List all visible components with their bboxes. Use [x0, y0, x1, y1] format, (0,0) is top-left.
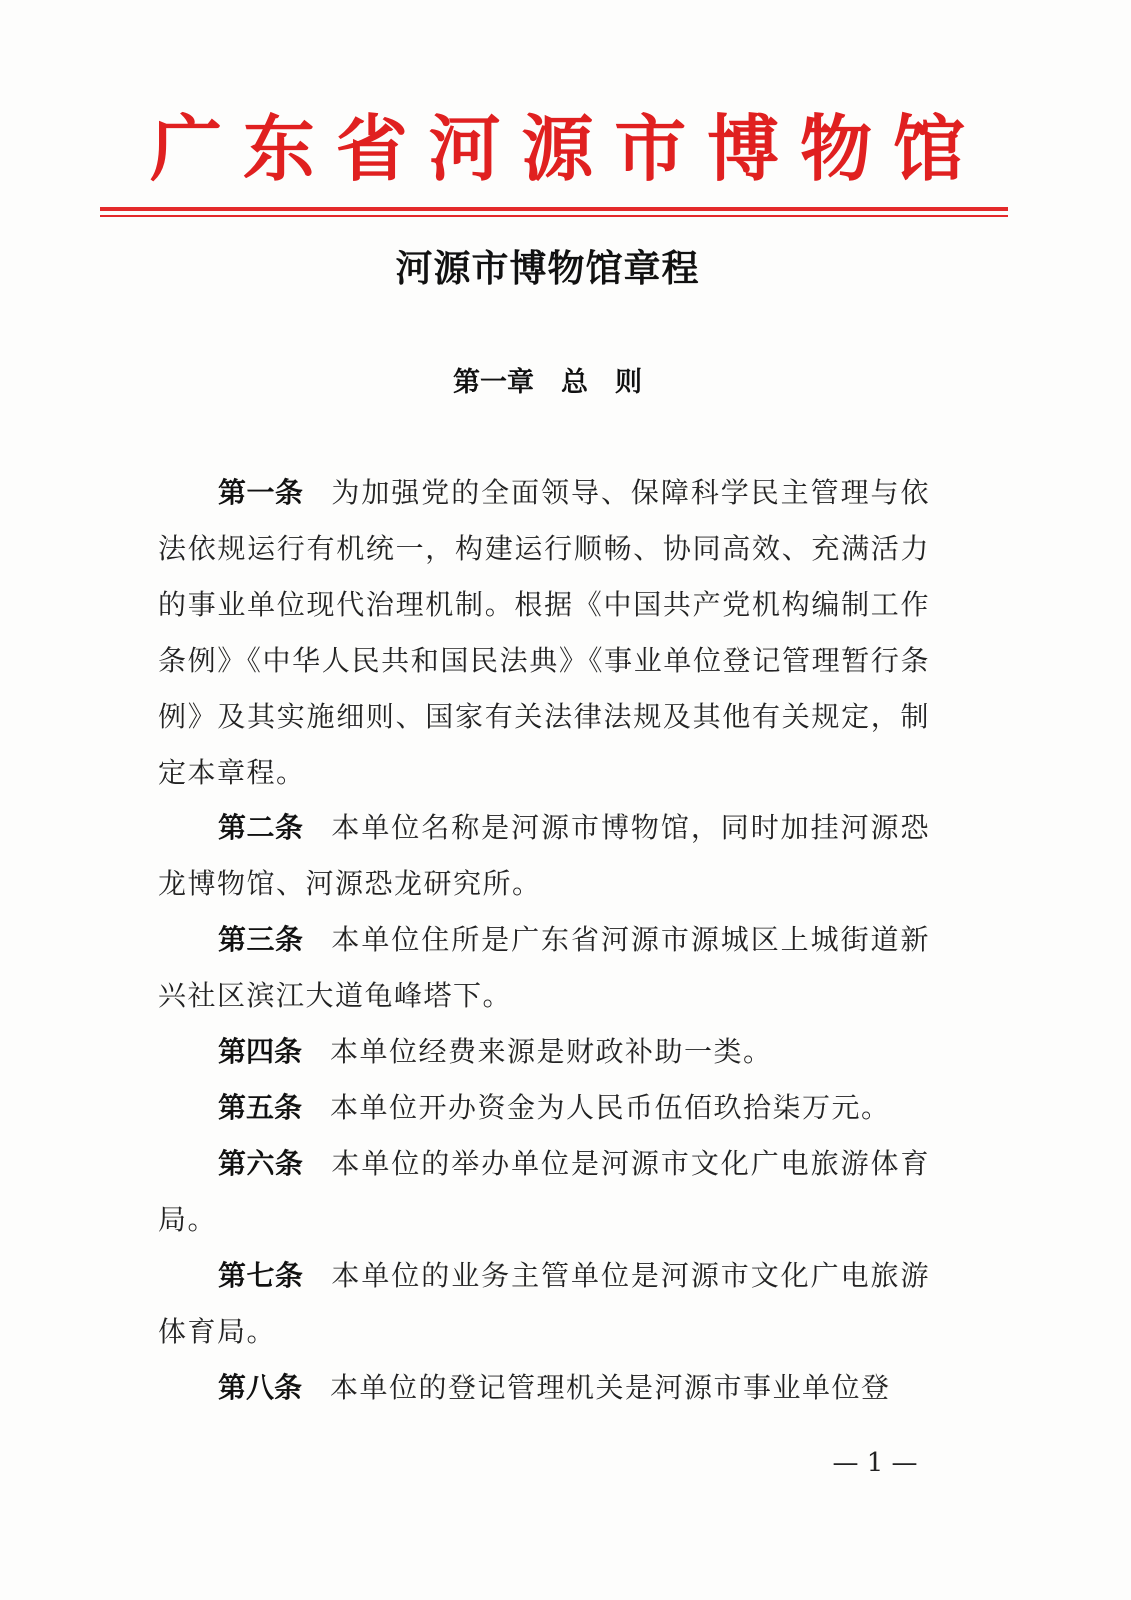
letterhead-char: 博 — [707, 106, 780, 191]
org-letterhead — [150, 104, 965, 194]
article-text: 本单位的业务主管单位是河源市文化广电旅游体育局。 — [158, 1259, 930, 1348]
letterhead-char: 市 — [614, 106, 687, 191]
article-text: 本单位住所是广东省河源市源城区上城街道新兴社区滨江大道龟峰塔下。 — [158, 923, 930, 1012]
article-number: 第五条 — [218, 1091, 303, 1124]
letterhead-char: 馆 — [892, 106, 965, 191]
article-4 — [158, 1024, 930, 1080]
article-6 — [158, 1136, 930, 1248]
article-5 — [158, 1080, 930, 1136]
article-text: 本单位开办资金为人民币伍佰玖拾柒万元。 — [330, 1091, 891, 1124]
article-text: 本单位的举办单位是河源市文化广电旅游体育局。 — [158, 1147, 930, 1236]
article-number: 第六条 — [218, 1147, 304, 1180]
letterhead-divider-thin — [100, 215, 1008, 217]
letterhead-char: 物 — [800, 106, 873, 191]
article-number: 第八条 — [218, 1371, 303, 1404]
article-8 — [158, 1360, 930, 1416]
letterhead-char: 东 — [242, 106, 315, 191]
letterhead-char: 广 — [150, 106, 223, 191]
article-number: 第三条 — [218, 923, 304, 956]
letterhead-divider-thick — [100, 207, 1008, 211]
chapter-heading: 第一章 总 则 — [453, 367, 642, 398]
article-2 — [158, 800, 930, 912]
article-text: 本单位名称是河源市博物馆，同时加挂河源恐龙博物馆、河源恐龙研究所。 — [158, 811, 930, 900]
letterhead-char: 源 — [521, 106, 594, 191]
document-title: 河源市博物馆章程 — [395, 246, 700, 290]
article-number: 第七条 — [218, 1259, 304, 1292]
article-text: 本单位经费来源是财政补助一类。 — [330, 1035, 773, 1068]
article-1 — [158, 465, 930, 801]
article-number: 第二条 — [218, 811, 304, 844]
article-number: 第四条 — [218, 1035, 303, 1068]
letterhead-char: 河 — [428, 106, 501, 191]
article-number: 第一条 — [218, 476, 304, 509]
page-number: — 1 — — [832, 1448, 918, 1478]
article-3 — [158, 912, 930, 1024]
article-text: 本单位的登记管理机关是河源市事业单位登 — [330, 1371, 891, 1404]
letterhead-char: 省 — [335, 106, 408, 191]
article-7 — [158, 1248, 930, 1360]
article-text: 为加强党的全面领导、保障科学民主管理与依法依规运行有机统一，构建运行顺畅、协同高效、充满活力的事业单位现代治理机制。根据《中国共产党机构编制工作条例》《中华人民共和国民法典》《事业单位登记管理暂行条例》及其实施细则、国家有关法律法规及其他有关规定，制定本章程。 — [158, 476, 930, 789]
